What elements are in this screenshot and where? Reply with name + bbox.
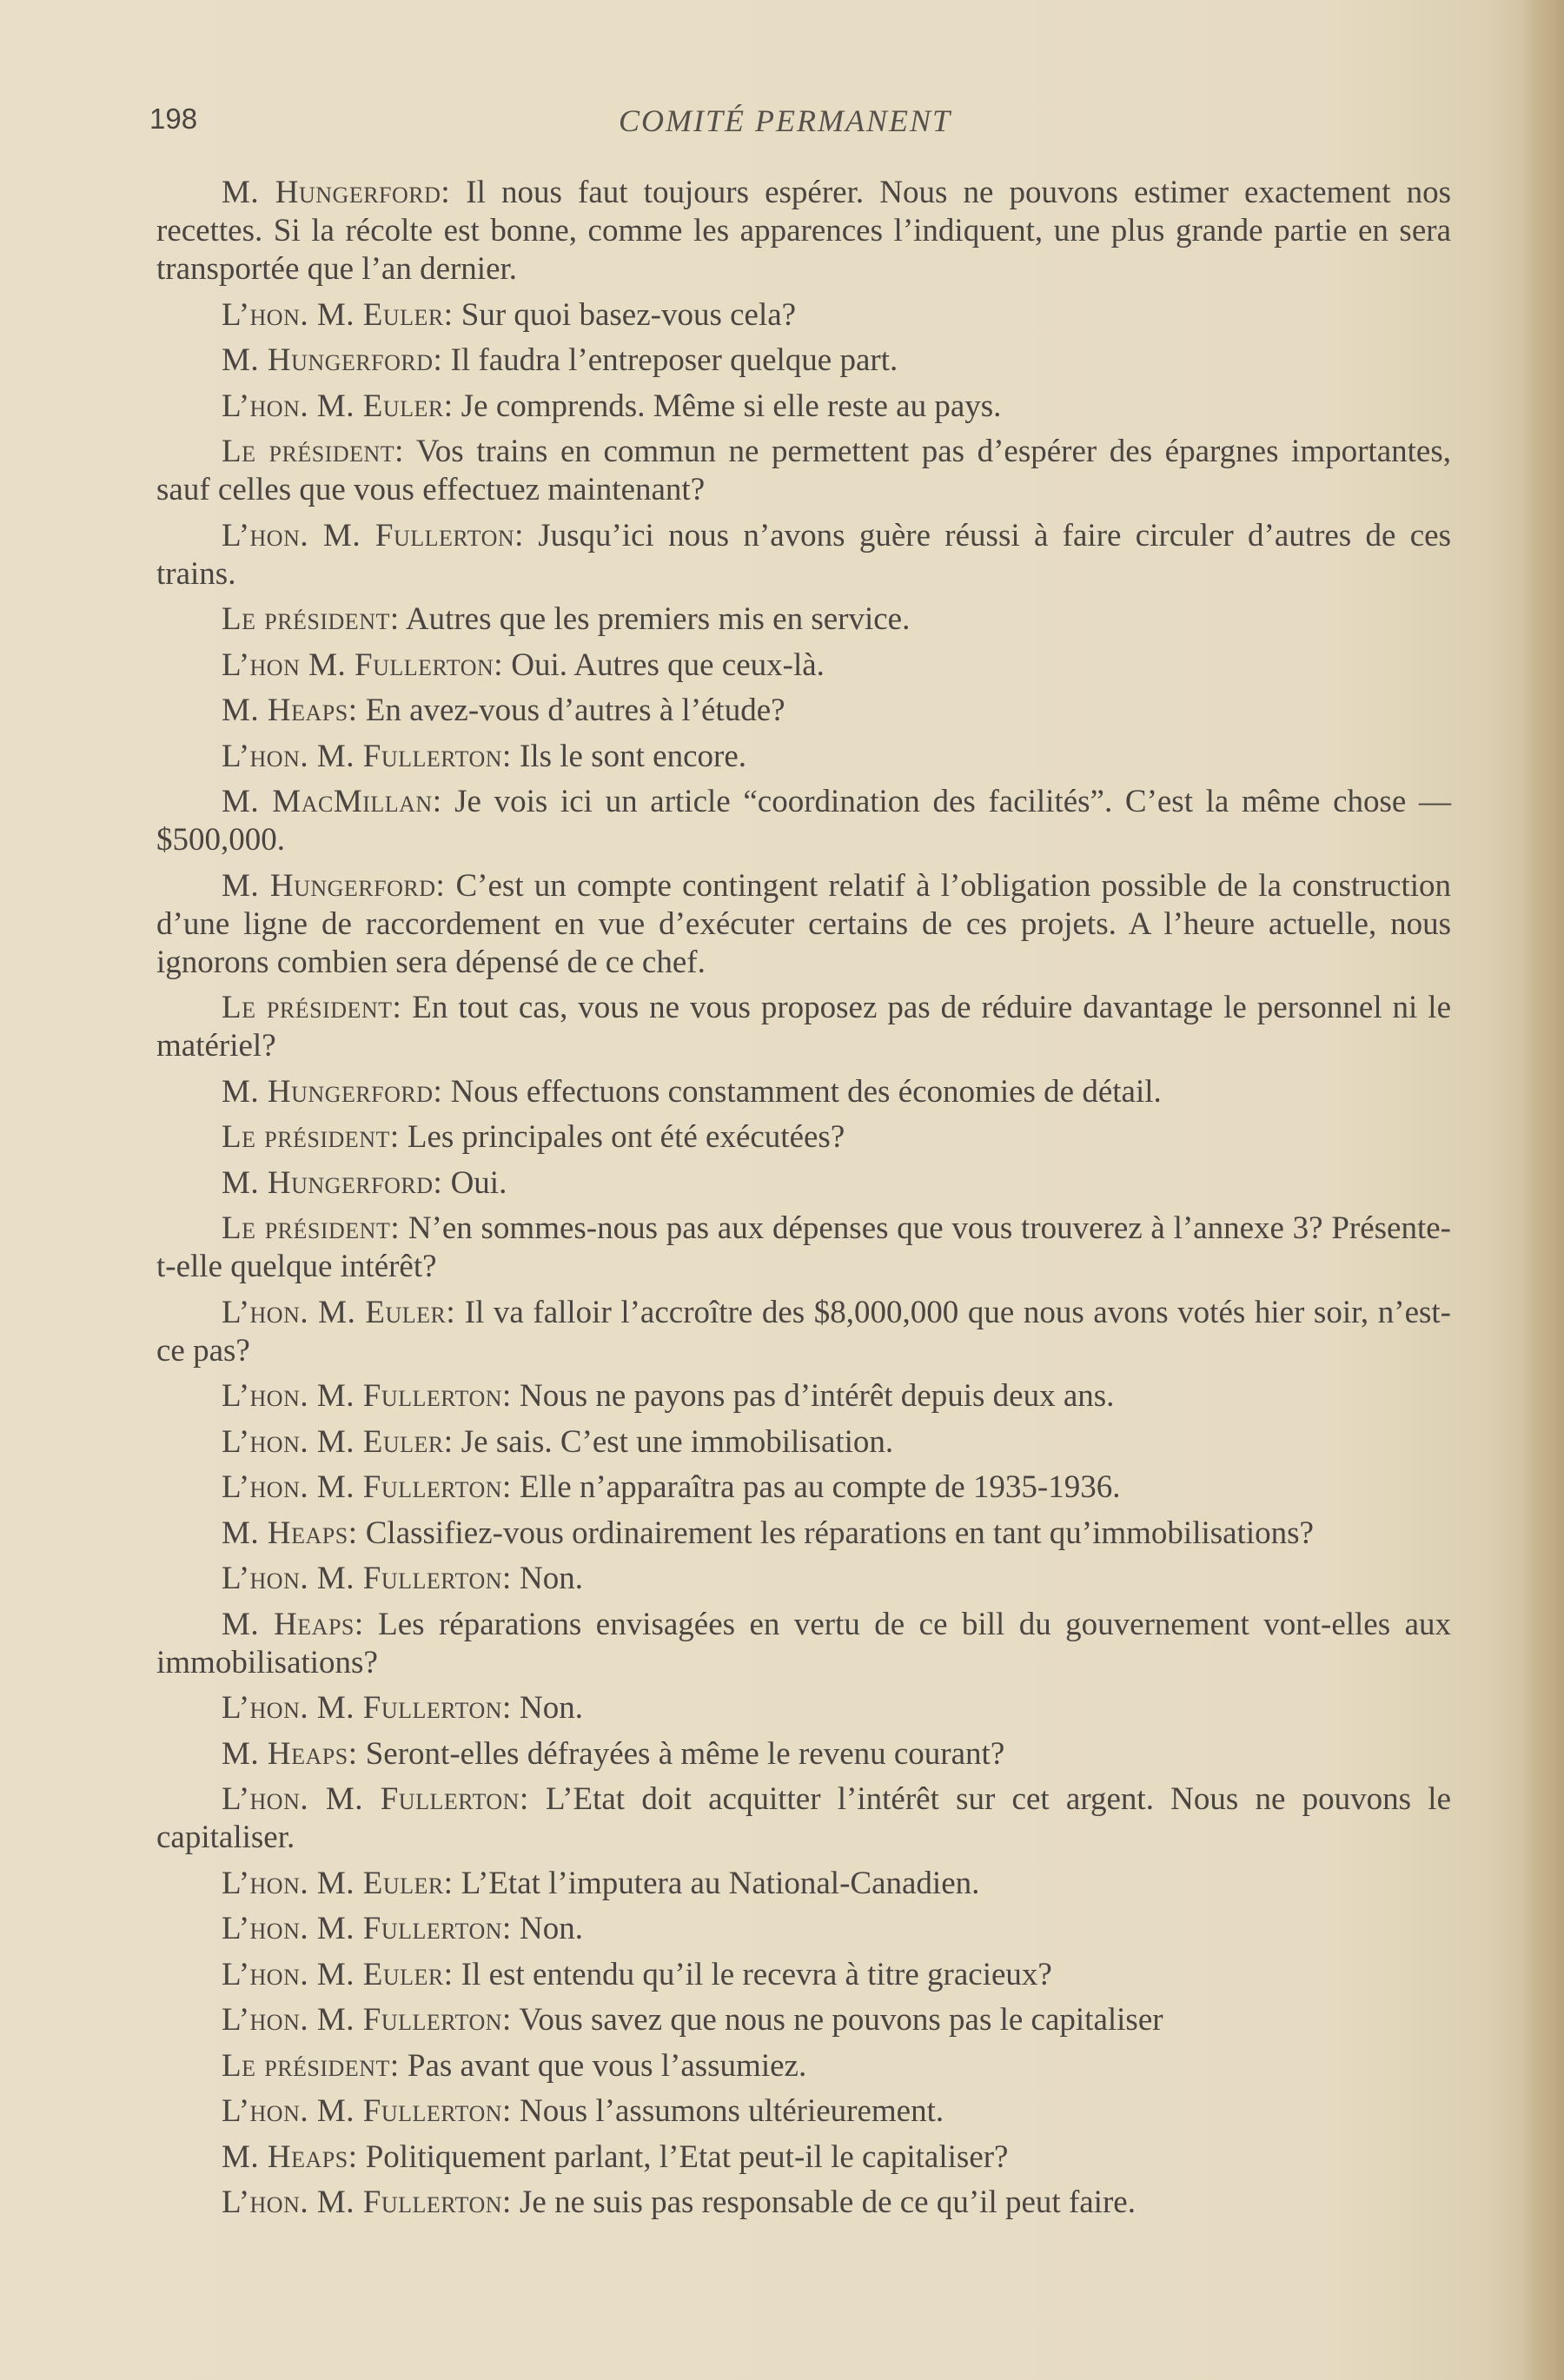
speech-text: Non. bbox=[511, 1911, 584, 1946]
speaker-name: L’hon. M. Fullerton: bbox=[222, 1378, 512, 1414]
speech-text: Jusqu’ici nous n’avons guère réussi à faire circuler d’autres de ces trains. bbox=[156, 517, 1452, 592]
transcript-paragraph bbox=[156, 1377, 1451, 1415]
speech-text: C’est un compte contingent relatif à l’obligation possible de la construction d’une ligne de raccordement en vue d’exécuter certains de ces projets. A l’heure actuelle, nous ignorons combien sera dépensé de ce chef. bbox=[156, 867, 1452, 980]
speech-text: Classifiez-vous ordinairement les réparations en tant qu’immobilisations? bbox=[357, 1515, 1314, 1551]
speaker-name: L’hon. M. Euler: bbox=[222, 1423, 454, 1460]
speaker-name: Le président: bbox=[222, 2047, 400, 2084]
transcript-paragraph bbox=[156, 1515, 1451, 1553]
transcript-paragraph bbox=[156, 989, 1451, 1065]
speaker-name: L’hon. M. Fullerton: bbox=[222, 1781, 529, 1817]
speaker-name: Le président: bbox=[222, 434, 404, 469]
transcript-paragraph bbox=[156, 738, 1451, 776]
speaker-name: M. Hungerford: bbox=[222, 1073, 443, 1110]
transcript-paragraph bbox=[156, 783, 1451, 859]
transcript-paragraph bbox=[156, 341, 1451, 380]
speech-text: Je comprends. Même si elle reste au pays. bbox=[453, 388, 1002, 424]
transcript-body bbox=[156, 174, 1451, 2230]
speaker-name: M. MacMillan: bbox=[222, 784, 442, 819]
speaker-name: M. Heaps: bbox=[222, 1515, 358, 1551]
speaker-name: L’hon. M. Euler: bbox=[222, 1865, 454, 1901]
transcript-paragraph bbox=[156, 867, 1451, 982]
transcript-paragraph bbox=[156, 1118, 1451, 1157]
speech-text: Oui. Autres que ceux-là. bbox=[503, 646, 825, 683]
transcript-paragraph bbox=[156, 1956, 1451, 1994]
speaker-name: L’hon. M. Euler: bbox=[222, 296, 454, 333]
transcript-paragraph bbox=[156, 388, 1451, 426]
speech-text: Nous l’assumons ultérieurement. bbox=[511, 2093, 944, 2129]
speech-text: Il faudra l’entreposer quelque part. bbox=[442, 342, 898, 378]
speaker-name: M. Heaps: bbox=[222, 693, 358, 728]
speech-text: Pas avant que vous l’assumiez. bbox=[399, 2047, 807, 2084]
speaker-name: L’hon. M. Fullerton: bbox=[222, 1561, 512, 1596]
speaker-name: L’hon. M. Euler: bbox=[222, 388, 454, 424]
speech-text: Non. bbox=[511, 1561, 584, 1596]
speaker-name: L’hon. M. Euler: bbox=[222, 1956, 454, 1992]
speaker-name: M. Heaps: bbox=[222, 1606, 364, 1642]
transcript-paragraph bbox=[156, 2138, 1451, 2177]
speaker-name: L’hon. M. Euler: bbox=[222, 1294, 456, 1330]
speaker-name: M. Heaps: bbox=[222, 2138, 358, 2175]
speaker-name: Le président: bbox=[222, 1119, 400, 1155]
speech-text: Il va falloir l’accroître des $8,000,000 que nous avons votés hier soir, n’est-ce pas? bbox=[156, 1294, 1451, 1369]
transcript-paragraph bbox=[156, 1780, 1451, 1857]
speech-text: En tout cas, vous ne vous proposez pas de réduire davantage le personnel ni le matériel? bbox=[156, 990, 1451, 1064]
transcript-paragraph bbox=[156, 1606, 1451, 1682]
speaker-name: M. Hungerford: bbox=[222, 175, 451, 210]
page-number: 198 bbox=[149, 103, 198, 135]
speech-text: En avez-vous d’autres à l’étude? bbox=[357, 693, 785, 728]
speech-text: Il est entendu qu’il le recevra à titre gracieux? bbox=[453, 1956, 1052, 1992]
speaker-name: L’hon. M. Fullerton: bbox=[222, 1911, 512, 1946]
speaker-name: M. Hungerford: bbox=[222, 1164, 443, 1201]
speech-text: Je sais. C’est une immobilisation. bbox=[453, 1423, 894, 1460]
speech-text: Nous ne payons pas d’intérêt depuis deux ans. bbox=[511, 1378, 1115, 1414]
transcript-paragraph bbox=[156, 2092, 1451, 2131]
speech-text: Les réparations envisagées en vertu de ce bill du gouvernement vont-elles aux immobilisations? bbox=[156, 1606, 1451, 1681]
transcript-paragraph bbox=[156, 1560, 1451, 1598]
transcript-paragraph bbox=[156, 1910, 1451, 1948]
speech-text: Autres que les premiers mis en service. bbox=[399, 601, 911, 637]
transcript-paragraph bbox=[156, 2047, 1451, 2085]
transcript-paragraph bbox=[156, 1468, 1451, 1507]
speaker-name: M. Heaps: bbox=[222, 1735, 358, 1772]
transcript-paragraph bbox=[156, 1164, 1451, 1203]
speaker-name: L’hon. M. Fullerton: bbox=[222, 2093, 512, 2129]
speech-text: Sur quoi basez-vous cela? bbox=[453, 296, 797, 333]
speaker-name: L’hon. M. Fullerton: bbox=[222, 738, 512, 774]
transcript-paragraph bbox=[156, 2184, 1451, 2222]
speaker-name: Le président: bbox=[222, 1210, 401, 1246]
speech-text: Politiquement parlant, l’Etat peut-il le capitaliser? bbox=[357, 2138, 1009, 2175]
speaker-name: Le président: bbox=[222, 601, 400, 637]
transcript-paragraph bbox=[156, 692, 1451, 730]
transcript-paragraph bbox=[156, 1735, 1451, 1773]
speech-text: Vos trains en commun ne permettent pas d’espérer des épargnes importantes, sauf celles que vous effectuez maintenant? bbox=[156, 434, 1451, 507]
transcript-paragraph bbox=[156, 174, 1451, 288]
transcript-paragraph bbox=[156, 1210, 1451, 1286]
transcript-paragraph bbox=[156, 646, 1451, 685]
speaker-name: L’hon. M. Fullerton: bbox=[222, 1690, 512, 1726]
speech-text: Je ne suis pas responsable de ce qu’il peut faire. bbox=[511, 2184, 1136, 2220]
speaker-name: L’hon. M. Fullerton: bbox=[222, 2002, 512, 2038]
page-header bbox=[149, 103, 1453, 155]
transcript-paragraph bbox=[156, 433, 1451, 509]
transcript-paragraph bbox=[156, 1865, 1451, 1903]
transcript-paragraph bbox=[156, 2001, 1451, 2039]
transcript-paragraph bbox=[156, 1073, 1451, 1111]
speaker-name: L’hon. M. Fullerton: bbox=[222, 517, 524, 554]
transcript-paragraph bbox=[156, 296, 1451, 335]
speaker-name: L’hon. M. Fullerton: bbox=[222, 1469, 512, 1505]
speech-text: Oui. bbox=[442, 1164, 507, 1201]
speech-text: Vous savez que nous ne pouvons pas le capitaliser bbox=[511, 2002, 1163, 2038]
speaker-name: Le président: bbox=[222, 990, 402, 1025]
transcript-paragraph bbox=[156, 1294, 1451, 1370]
speech-text: L’Etat l’imputera au National-Canadien. bbox=[453, 1865, 980, 1901]
speech-text: Seront-elles défrayées à même le revenu courant? bbox=[357, 1735, 1005, 1772]
transcript-paragraph bbox=[156, 1689, 1451, 1727]
speech-text: Les principales ont été exécutées? bbox=[399, 1119, 845, 1155]
speaker-name: M. Hungerford: bbox=[222, 867, 446, 904]
speaker-name: L’hon M. Fullerton: bbox=[222, 646, 504, 683]
transcript-paragraph bbox=[156, 1423, 1451, 1462]
speech-text: Nous effectuons constamment des économies de détail. bbox=[442, 1073, 1162, 1110]
speech-text: Ils le sont encore. bbox=[511, 738, 747, 774]
speech-text: Elle n’apparaîtra pas au compte de 1935-1936. bbox=[511, 1469, 1121, 1505]
speech-text: Non. bbox=[511, 1690, 584, 1726]
speech-text: Il nous faut toujours espérer. Nous ne pouvons estimer exactement nos recettes. Si la récolte est bonne, comme les apparences l’indiquent, une plus grande partie en sera transportée que l’an dernier. bbox=[156, 175, 1452, 287]
speaker-name: L’hon. M. Fullerton: bbox=[222, 2184, 512, 2220]
speech-text: L’Etat doit acquitter l’intérêt sur cet argent. Nous ne pouvons le capitaliser. bbox=[156, 1781, 1452, 1855]
running-title: COMITÉ PERMANENT bbox=[619, 103, 951, 138]
speech-text: N’en sommes-nous pas aux dépenses que vous trouverez à l’annexe 3? Présente-t-elle quelque intérêt? bbox=[156, 1210, 1451, 1284]
page-edge-shadow bbox=[1522, 0, 1564, 2380]
speech-text: Je vois ici un article “coordination des facilités”. C’est la même chose — $500,000. bbox=[156, 784, 1451, 858]
transcript-paragraph bbox=[156, 600, 1451, 639]
transcript-paragraph bbox=[156, 517, 1451, 593]
speaker-name: M. Hungerford: bbox=[222, 342, 443, 378]
